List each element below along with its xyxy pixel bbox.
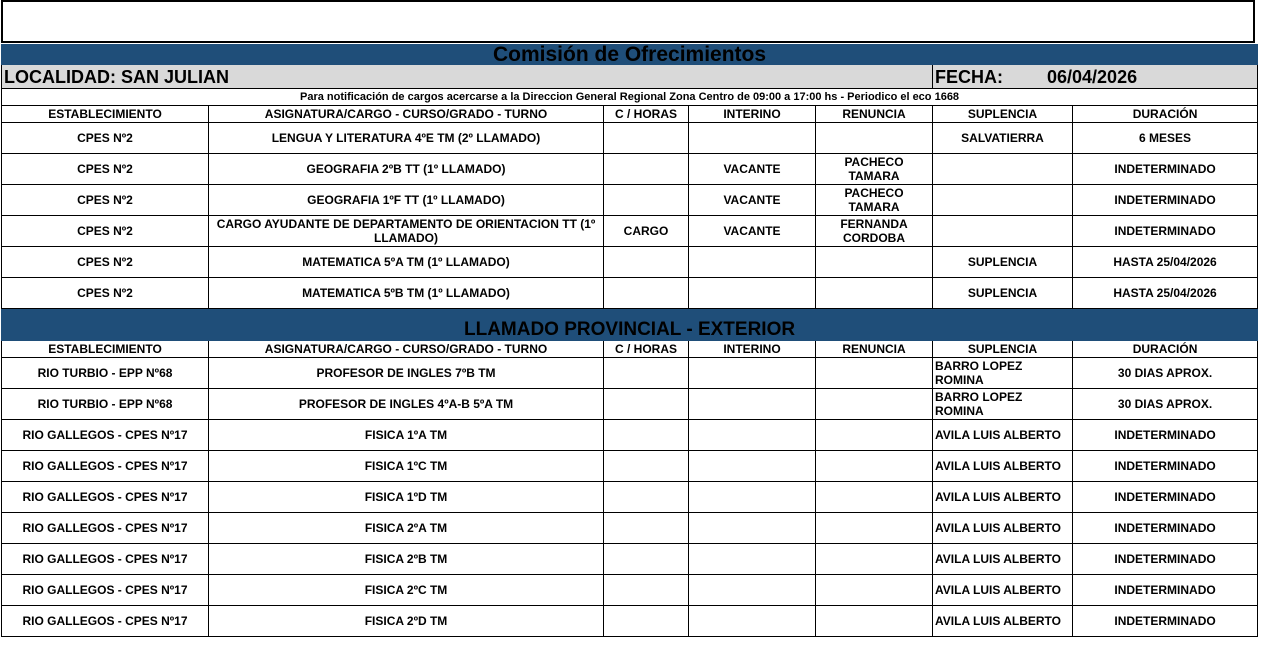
notice-row: [2, 89, 1258, 106]
table-row: [2, 278, 1258, 309]
table-row: [2, 482, 1258, 513]
table-cell: AVILA LUIS ALBERTO: [933, 482, 1073, 513]
table-cell: [816, 513, 933, 544]
table-cell: [816, 544, 933, 575]
table-cell: [604, 420, 689, 451]
table-cell: [604, 451, 689, 482]
column-header: INTERINO: [689, 341, 816, 358]
table-cell: 6 MESES: [1073, 123, 1258, 154]
column-header: RENUNCIA: [816, 106, 933, 123]
table-cell: INDETERMINADO: [1073, 216, 1258, 247]
table-cell: [689, 420, 816, 451]
table-cell: [604, 247, 689, 278]
table-cell: INDETERMINADO: [1073, 420, 1258, 451]
column-header: ESTABLECIMIENTO: [2, 106, 209, 123]
table-cell: [689, 247, 816, 278]
table-row: [2, 216, 1258, 247]
table-cell: [689, 513, 816, 544]
table-cell: BARRO LOPEZ ROMINA: [933, 389, 1073, 420]
table-row: [2, 606, 1258, 637]
table-cell: SALVATIERRA: [933, 123, 1073, 154]
date-cell: [933, 65, 1258, 89]
table-cell: [816, 420, 933, 451]
table-cell: PROFESOR DE INGLES 4ºA-B 5ºA TM: [209, 389, 604, 420]
table-cell: [689, 389, 816, 420]
column-header: INTERINO: [689, 106, 816, 123]
table-cell: [604, 606, 689, 637]
table-row: [2, 185, 1258, 216]
table-cell: FISICA 1ºD TM: [209, 482, 604, 513]
location-row: [2, 65, 1258, 89]
table-cell: INDETERMINADO: [1073, 154, 1258, 185]
table-cell: [604, 482, 689, 513]
table-cell: RIO GALLEGOS - CPES Nº17: [2, 544, 209, 575]
column-header: RENUNCIA: [816, 341, 933, 358]
table-cell: [689, 575, 816, 606]
table-cell: [816, 482, 933, 513]
table-cell: [689, 123, 816, 154]
table-cell: CPES Nº2: [2, 123, 209, 154]
table-row: [2, 389, 1258, 420]
table-cell: [933, 216, 1073, 247]
column-header: DURACIÓN: [1073, 106, 1258, 123]
table-cell: FERNANDA CORDOBA: [816, 216, 933, 247]
table-cell: FISICA 1ºC TM: [209, 451, 604, 482]
table-cell: [816, 606, 933, 637]
column-header: SUPLENCIA: [933, 341, 1073, 358]
table-cell: [689, 451, 816, 482]
table-cell: RIO GALLEGOS - CPES Nº17: [2, 575, 209, 606]
table-cell: AVILA LUIS ALBERTO: [933, 575, 1073, 606]
table-cell: AVILA LUIS ALBERTO: [933, 544, 1073, 575]
offers-table: [1, 44, 1258, 637]
table-cell: [689, 358, 816, 389]
notice-text: Para notificación de cargos acercarse a la Direccion General Regional Zona Centro de 09:00 a 17:00 hs - Periodico el eco 1668: [2, 89, 1258, 106]
table-cell: [689, 278, 816, 309]
table-cell: PACHECO TAMARA: [816, 154, 933, 185]
table-cell: GEOGRAFIA 2ºB TT (1º LLAMADO): [209, 154, 604, 185]
table-cell: RIO GALLEGOS - CPES Nº17: [2, 513, 209, 544]
table-cell: CPES Nº2: [2, 154, 209, 185]
table-row: [2, 575, 1258, 606]
table-cell: CPES Nº2: [2, 185, 209, 216]
table-cell: CPES Nº2: [2, 216, 209, 247]
table-cell: VACANTE: [689, 185, 816, 216]
table-cell: [604, 185, 689, 216]
local-header-row: [2, 106, 1258, 123]
table-cell: INDETERMINADO: [1073, 513, 1258, 544]
section-banner: LLAMADO PROVINCIAL - EXTERIOR: [463, 319, 796, 340]
top-blank-box: [1, 0, 1255, 43]
column-header: ASIGNATURA/CARGO - CURSO/GRADO - TURNO: [209, 106, 604, 123]
page-title: Comisión de Ofrecimientos: [493, 44, 767, 65]
banner-row: [2, 309, 1258, 341]
table-cell: RIO GALLEGOS - CPES Nº17: [2, 451, 209, 482]
table-cell: PACHECO TAMARA: [816, 185, 933, 216]
exterior-header-row: [2, 341, 1258, 358]
table-cell: FISICA 2ºD TM: [209, 606, 604, 637]
table-cell: [933, 154, 1073, 185]
table-cell: PROFESOR DE INGLES 7ºB TM: [209, 358, 604, 389]
table-cell: INDETERMINADO: [1073, 606, 1258, 637]
table-cell: [604, 278, 689, 309]
table-cell: [604, 513, 689, 544]
table-cell: VACANTE: [689, 154, 816, 185]
table-cell: [816, 389, 933, 420]
table-cell: [689, 544, 816, 575]
table-row: [2, 123, 1258, 154]
table-cell: INDETERMINADO: [1073, 185, 1258, 216]
table-cell: [816, 123, 933, 154]
table-cell: CARGO: [604, 216, 689, 247]
table-cell: [689, 482, 816, 513]
table-cell: [689, 606, 816, 637]
table-cell: RIO GALLEGOS - CPES Nº17: [2, 482, 209, 513]
table-cell: [816, 451, 933, 482]
table-cell: [604, 544, 689, 575]
table-cell: RIO GALLEGOS - CPES Nº17: [2, 606, 209, 637]
table-cell: AVILA LUIS ALBERTO: [933, 420, 1073, 451]
table-cell: [604, 389, 689, 420]
table-cell: INDETERMINADO: [1073, 451, 1258, 482]
table-cell: [933, 185, 1073, 216]
table-cell: HASTA 25/04/2026: [1073, 247, 1258, 278]
table-cell: BARRO LOPEZ ROMINA: [933, 358, 1073, 389]
table-cell: RIO TURBIO - EPP Nº68: [2, 358, 209, 389]
table-row: [2, 154, 1258, 185]
table-cell: CARGO AYUDANTE DE DEPARTAMENTO DE ORIENTACION TT (1º LLAMADO): [209, 216, 604, 247]
table-cell: AVILA LUIS ALBERTO: [933, 606, 1073, 637]
table-cell: RIO TURBIO - EPP Nº68: [2, 389, 209, 420]
table-row: [2, 247, 1258, 278]
table-cell: HASTA 25/04/2026: [1073, 278, 1258, 309]
table-cell: LENGUA Y LITERATURA 4ºE TM (2º LLAMADO): [209, 123, 604, 154]
table-row: [2, 358, 1258, 389]
table-cell: [604, 123, 689, 154]
table-cell: FISICA 2ºB TM: [209, 544, 604, 575]
table-cell: RIO GALLEGOS - CPES Nº17: [2, 420, 209, 451]
table-cell: [816, 358, 933, 389]
column-header: SUPLENCIA: [933, 106, 1073, 123]
column-header: C / HORAS: [604, 341, 689, 358]
table-cell: [816, 278, 933, 309]
table-cell: AVILA LUIS ALBERTO: [933, 451, 1073, 482]
column-header: ESTABLECIMIENTO: [2, 341, 209, 358]
table-cell: [816, 575, 933, 606]
table-cell: SUPLENCIA: [933, 278, 1073, 309]
column-header: ASIGNATURA/CARGO - CURSO/GRADO - TURNO: [209, 341, 604, 358]
table-cell: FISICA 1ºA TM: [209, 420, 604, 451]
table-cell: MATEMATICA 5ºA TM (1º LLAMADO): [209, 247, 604, 278]
column-header: C / HORAS: [604, 106, 689, 123]
table-cell: INDETERMINADO: [1073, 482, 1258, 513]
table-cell: VACANTE: [689, 216, 816, 247]
table-cell: [604, 358, 689, 389]
table-row: [2, 513, 1258, 544]
date-value: 06/04/2026: [1047, 66, 1138, 87]
table-cell: CPES Nº2: [2, 278, 209, 309]
date-label: FECHA:: [935, 66, 1003, 87]
table-cell: SUPLENCIA: [933, 247, 1073, 278]
title-row: [2, 45, 1258, 65]
table-cell: INDETERMINADO: [1073, 575, 1258, 606]
table-row: [2, 420, 1258, 451]
table-cell: FISICA 2ºA TM: [209, 513, 604, 544]
table-cell: [816, 247, 933, 278]
table-cell: AVILA LUIS ALBERTO: [933, 513, 1073, 544]
table-cell: [604, 154, 689, 185]
table-cell: CPES Nº2: [2, 247, 209, 278]
table-cell: 30 DIAS APROX.: [1073, 389, 1258, 420]
table-row: [2, 451, 1258, 482]
table-cell: GEOGRAFIA 1ºF TT (1º LLAMADO): [209, 185, 604, 216]
locality-cell: LOCALIDAD: SAN JULIAN: [2, 65, 933, 89]
table-cell: INDETERMINADO: [1073, 544, 1258, 575]
table-cell: FISICA 2ºC TM: [209, 575, 604, 606]
column-header: DURACIÓN: [1073, 341, 1258, 358]
table-row: [2, 544, 1258, 575]
table-cell: MATEMATICA 5ºB TM (1º LLAMADO): [209, 278, 604, 309]
table-cell: [604, 575, 689, 606]
table-cell: 30 DIAS APROX.: [1073, 358, 1258, 389]
